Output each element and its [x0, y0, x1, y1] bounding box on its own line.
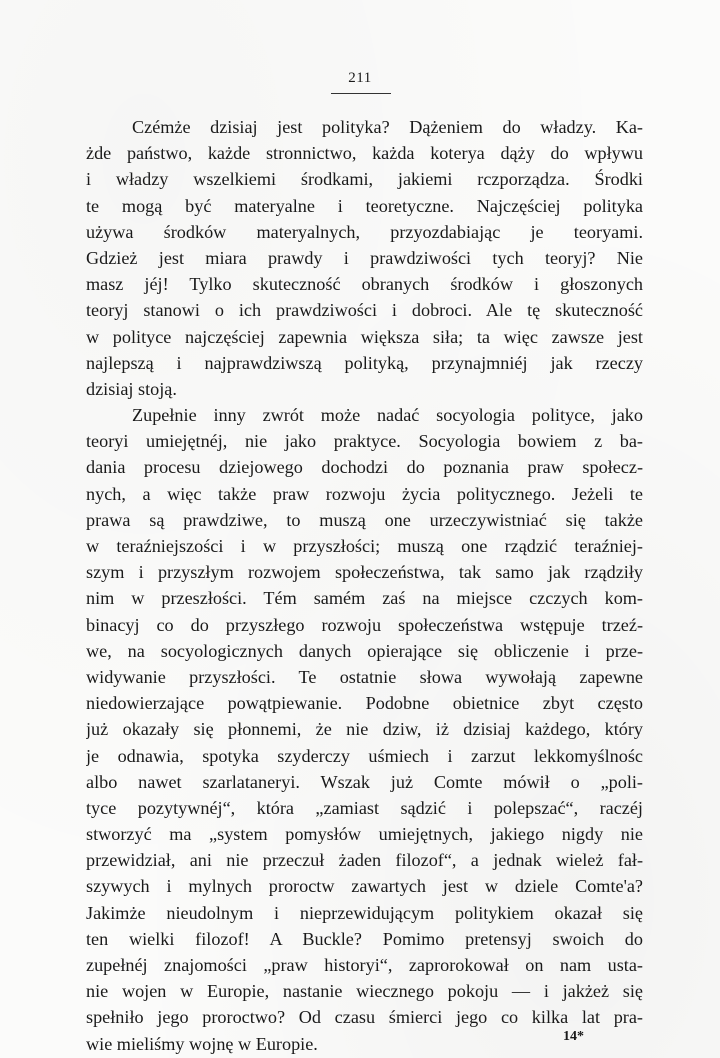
text-line: teoryj stanowi o ich prawdziwości i dobroci. Ale tę skuteczność	[86, 300, 643, 321]
text-line: stworzyć ma „system pomysłów umiejętnych, jakiego nigdy nie	[86, 824, 643, 845]
text-line: binacyj co do przyszłego rozwoju społeczeństwa wstępuje trzeź-	[86, 614, 643, 635]
text-line: spełniło jego proroctwo? Od czasu śmierci jego co kilka lat pra-	[86, 1007, 643, 1028]
body-text	[86, 114, 643, 1057]
header-rule	[331, 93, 391, 94]
text-line: Zupełnie inny zwrót może nadać socyologia polityce, jako	[132, 405, 643, 426]
text-line: je odnawia, spotyka szyderczy uśmiech i zarzut lekkomyślnośc	[86, 745, 643, 766]
text-line: Czémże dzisiaj jest polityka? Dążeniem do władzy. Ka-	[132, 117, 643, 137]
text-line: niedowierzające powątpiewanie. Podobne obietnice zbyt często	[86, 693, 643, 714]
text-line: widywanie przyszłości. Te ostatnie słowa wywołają zapewne	[86, 666, 643, 687]
text-line: nie wojen w Europie, nastanie wiecznego pokoju — i jakżeż się	[86, 981, 643, 1002]
text-line: albo nawet szarlataneryi. Wszak już Comte mówił o „poli-	[86, 771, 643, 792]
page-number: 211	[348, 70, 372, 86]
text-line: ten wielki filozof! A Buckle? Pomimo pretensyj swoich do	[86, 928, 643, 949]
text-line: Gdzież jest miara prawdy i prawdziwości tych teoryj? Nie	[86, 247, 643, 268]
text-line: prawa są prawdziwe, to muszą one urzeczywistniać się także	[86, 509, 643, 530]
text-line: żde państwo, każde stronnictwo, każda koterya dąży do wpływu	[86, 143, 643, 164]
text-line: dzisiaj stoją.	[86, 378, 177, 399]
signature-mark: 14*	[563, 1029, 584, 1044]
text-line: w teraźniejszości i w przyszłości; muszą one rządzić teraźniej-	[86, 536, 643, 556]
text-line: te mogą być materyalne i teoretyczne. Najczęściej polityka	[86, 195, 643, 216]
text-line: Jakimże nieudolnym i nieprzewidującym politykiem okazał się	[86, 902, 643, 923]
text-line: zupełnéj znajomości „praw historyi“, zaprorokował on nam usta-	[86, 955, 643, 975]
text-line: i władzy wszelkiemi środkami, jakiemi rczporządza. Środki	[86, 169, 643, 190]
text-line: już okazały się płonnemi, że nie dziw, iż dzisiaj każdego, który	[86, 719, 643, 740]
text-line: masz jéj! Tylko skuteczność obranych środków i głoszonych	[86, 274, 643, 295]
text-line: nych, a więc także praw rozwoju życia politycznego. Jeżeli te	[86, 483, 643, 504]
text-line: we, na socyologicznych danych opierające się obliczenie i prze-	[86, 640, 643, 661]
text-line: najlepszą i najprawdziwszą polityką, przynajmniéj jak rzeczy	[86, 352, 643, 373]
text-line: dania procesu dziejowego dochodzi do poznania praw społecz-	[86, 457, 643, 478]
text-line: tyce pozytywnéj“, która „zamiast sądzić i polepszać“, raczéj	[86, 797, 643, 818]
text-line: nim w przeszłości. Tém samém zaś na miejsce czczych kom-	[86, 588, 643, 609]
text-line: szywych i mylnych proroctw zawartych jest w dziele Comte'a?	[86, 876, 643, 897]
text-line: szym i przyszłym rozwojem społeczeństwa, tak samo jak rządziły	[86, 562, 643, 583]
text-line: teoryi umiejętnéj, nie jako praktyce. Socyologia bowiem z ba-	[86, 431, 643, 452]
text-line: w polityce najczęściej zapewnia większa siła; ta więc zawsze jest	[86, 326, 643, 347]
text-line: przewidział, ani nie przeczuł żaden filozof“, a jednak wieleż fał-	[86, 850, 643, 871]
text-line: wie mieliśmy wojnę w Europie.	[86, 1033, 318, 1054]
text-line: używa środków materyalnych, przyozdabiając je teoryami.	[86, 221, 643, 242]
